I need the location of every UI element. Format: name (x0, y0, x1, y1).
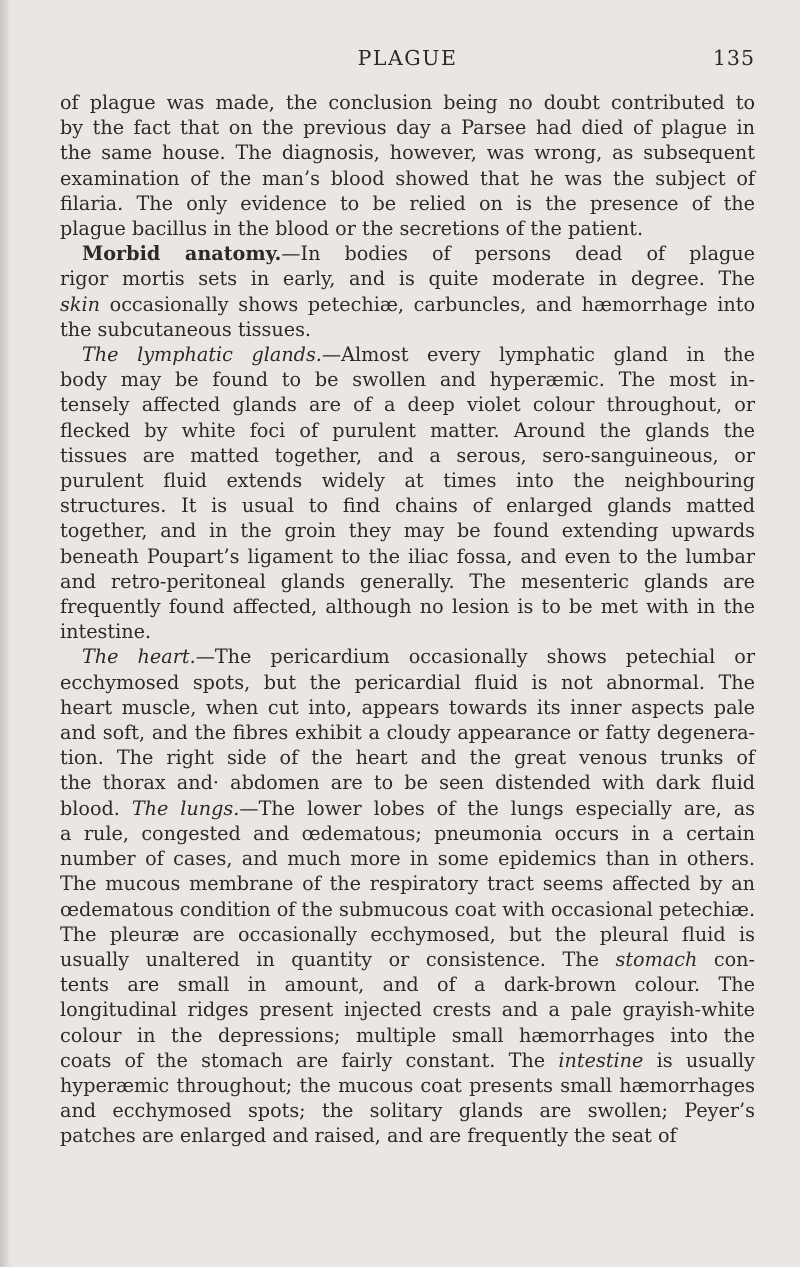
text-line: purulent fluid extends widely at times into the neighbouring (60, 469, 755, 493)
text-run: —In bodies of persons dead of plague (281, 242, 756, 266)
text-run: —Almost every lymphatic gland in the (321, 343, 756, 367)
text-line: beneath Poupart’s ligament to the iliac fossa, and even to the lumbar (60, 544, 755, 568)
section-heading-line (60, 241, 755, 266)
text-line: ecchymosed spots, but the pericardial fluid is not abnormal. The (60, 670, 755, 694)
text-line: filaria. The only evidence to be relied on is the presence of the (60, 191, 755, 215)
text-line: tensely affected glands are of a deep violet colour throughout, or (60, 393, 755, 417)
text-line: number of cases, and much more in some epidemics than in others. (60, 847, 755, 871)
text-line (60, 947, 755, 972)
text-line: the subcutaneous tissues. (60, 317, 312, 341)
text-run: usually unaltered in quantity or consistence. The (60, 947, 616, 971)
section-heading: Morbid anatomy. (82, 242, 282, 266)
text-line: tion. The right side of the heart and the great venous trunks of (60, 746, 755, 770)
text-line: The mucous membrane of the respiratory tract seems affected by an (60, 872, 755, 896)
text-line: tents are small in amount, and of a dark-brown colour. The (60, 973, 755, 997)
text-line: heart muscle, when cut into, appears towards its inner aspects pale (60, 695, 755, 719)
text-line (60, 292, 755, 317)
text-line: and retro-peritoneal glands generally. The mesenteric glands are (60, 569, 755, 593)
text-line: longitudinal ridges present injected crests and a pale grayish-white (60, 998, 755, 1022)
body-text (60, 90, 755, 1149)
text-line: œdematous condition of the submucous coat with occasional petechiæ. (60, 897, 756, 921)
text-run: blood. (60, 796, 132, 820)
text-line: a rule, congested and œdematous; pneumonia occurs in a certain (60, 821, 755, 845)
text-run: coats of the stomach are fairly constant. The (60, 1048, 559, 1072)
text-run: con- (697, 947, 755, 971)
page-number: 135 (712, 46, 755, 70)
text-line: body may be found to be swollen and hyperæmic. The most in- (60, 368, 755, 392)
page-edge (0, 0, 10, 1267)
text-line (60, 1048, 755, 1073)
text-line (60, 342, 755, 367)
text-line: the same house. The diagnosis, however, was wrong, as subsequent (60, 141, 755, 165)
text-line: of plague was made, the conclusion being no doubt contributed to (60, 91, 755, 114)
text-run: —The pericardium occasionally shows petechial or (195, 645, 756, 669)
text-line: the thorax and· abdomen are to be seen distended with dark fluid (60, 771, 755, 795)
subheading-stomach: stomach (615, 947, 698, 971)
subheading-intestine: intestine (558, 1048, 644, 1072)
subheading-lymphatic-glands: The lymphatic glands. (82, 343, 322, 367)
running-title: PLAGUE (357, 46, 458, 70)
text-line: and ecchymosed spots; the solitary glands are swollen; Peyer’s (60, 1099, 755, 1123)
text-line: patches are enlarged and raised, and are frequently the seat of (60, 1124, 677, 1148)
text-run: occasionally shows petechiæ, carbuncles, and hæmorrhage into (99, 292, 755, 316)
subheading-skin: skin (60, 292, 100, 316)
text-line: colour in the depressions; multiple small hæmorrhages into the (60, 1023, 755, 1047)
text-line: examination of the man’s blood showed that he was the subject of (60, 166, 755, 190)
text-run: is usually (643, 1048, 756, 1072)
text-line: plague bacillus in the blood or the secretions of the patient. (60, 217, 644, 241)
text-line: tissues are matted together, and a serous, sero-sanguineous, or (60, 443, 755, 467)
text-line (60, 796, 755, 821)
subheading-heart: The heart. (82, 645, 196, 669)
text-line: together, and in the groin they may be found extending upwards (60, 519, 755, 543)
text-line: intestine. (60, 620, 152, 644)
text-line: rigor mortis sets in early, and is quite moderate in degree. The (60, 267, 755, 291)
text-run: —The lower lobes of the lungs especially are, as (239, 796, 755, 820)
text-line: and soft, and the fibres exhibit a cloudy appearance or fatty degenera- (60, 721, 755, 745)
subheading-lungs: The lungs. (131, 796, 240, 820)
text-line: hyperæmic throughout; the mucous coat presents small hæmorrhages (60, 1073, 755, 1097)
page-header (60, 46, 755, 86)
text-line: structures. It is usual to find chains of enlarged glands matted (60, 494, 755, 518)
text-line: flecked by white foci of purulent matter. Around the glands the (60, 418, 755, 442)
text-line: The pleuræ are occasionally ecchymosed, but the pleural fluid is (60, 922, 755, 946)
text-line (60, 644, 755, 669)
text-line: frequently found affected, although no lesion is to be met with in the (60, 595, 755, 619)
text-line: by the fact that on the previous day a Parsee had died of plague in (60, 116, 755, 140)
